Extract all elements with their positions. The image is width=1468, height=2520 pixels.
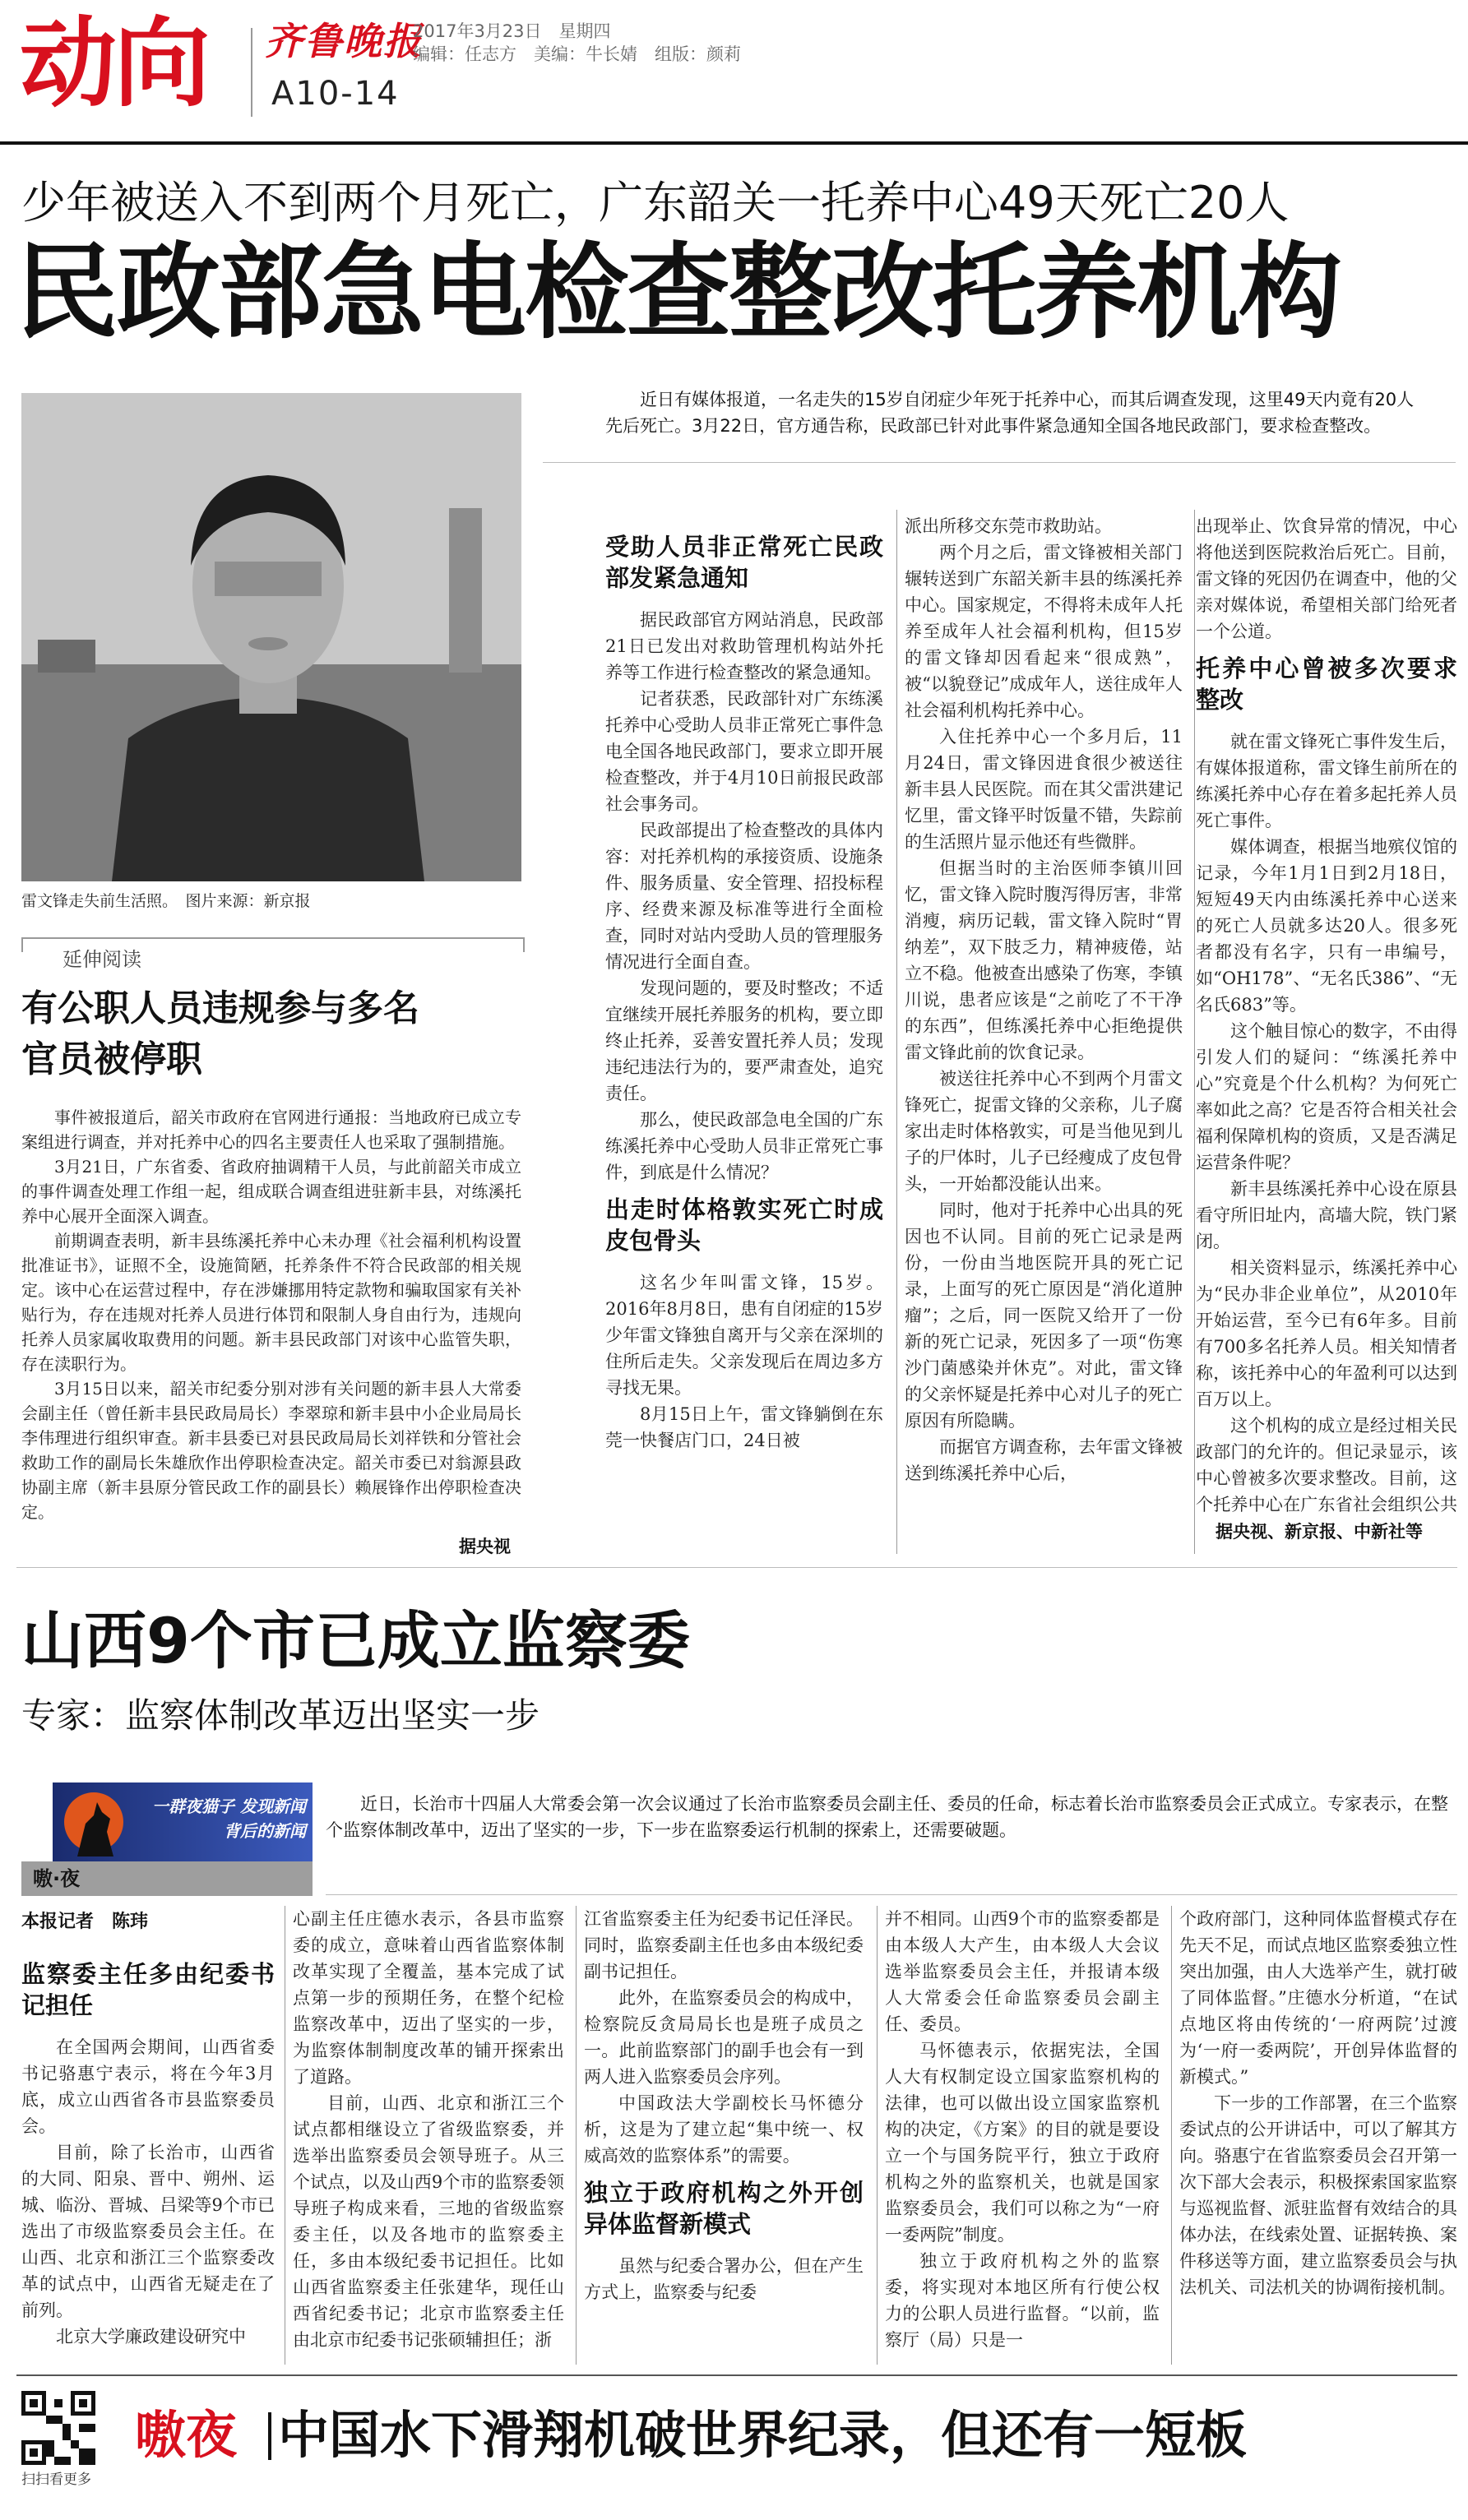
story1-intro <box>605 386 1428 469</box>
story2-subheadline: 专家：监察体制改革迈出坚实一步 <box>21 1695 540 1736</box>
subheading-independent-supervision: 独立于政府机构之外开创异体监督新模式 <box>584 2179 864 2238</box>
body-paragraph: 出现举止、饮食异常的情况，中心将他送到医院救治后死亡。目前，雷文锋的死因仍在调查中，他的父亲对媒体说，希望相关部门给死者一个公道。 <box>1196 516 1457 641</box>
column-divider <box>877 1906 878 2365</box>
wolf-moon-icon <box>53 1782 151 1861</box>
body-paragraph: 这个机构的成立是经过相关民政部门的允许的。但记录显示，该中心曾被多次要求整改。目前，这个托养中心在广东省社会组织公共 <box>1196 1416 1457 1514</box>
sidebar-paragraph: 3月21日，广东省委、省政府抽调精干人员，与此前韶关市成立的事件调查处理工作组一起，组成联合调查组进驻新丰县，对练溪托养中心展开全面深入调查。 <box>21 1157 521 1226</box>
story2-intro-text: 近日，长治市十四届人大常委会第一次会议通过了长治市监察委员会副主任、委员的任命，标志着长治市监察委员会正式成立。专家表示，在整个监察体制改革中，迈出了坚实的一步，下一步在监察委运行机制的探索上，还需要破题。 <box>326 1794 1448 1840</box>
newspaper-logo: 齐鲁晚报 <box>265 19 423 63</box>
sidebar-paragraph: 3月15日以来，韶关市纪委分别对涉有关问题的新丰县人大常委会副主任（曾任新丰县民政局局长）李翠琼和新丰县中小企业局局长李伟理进行组织审查。新丰县委已对县民政局局长刘祥铁和分管社会救助工作的副局长朱雄欣作出停职检查决定。韶关市委已对翁源县政协副主席（新丰县原分管民政工作的副县长）赖展锋作出停职检查决定。 <box>21 1379 521 1522</box>
body-paragraph: 这个触目惊心的数字，不由得引发人们的疑问：“练溪托养中心”究竟是个什么机构？为何死亡率如此之高？它是否符合相关社会福利保障机构的资质，又是否满足运营条件呢？ <box>1196 1021 1457 1172</box>
body-paragraph: 个政府部门，这种同体监督模式存在先天不足，而试点地区监察委独立性突出加强，由人大选举产生，就打破了同体监督。”庄德水分析道，“在试点地区将由传统的‘一府两院’过渡为‘一府一委两院’，开创异体监督的新模式。” <box>1179 1909 1457 2087</box>
masthead-date: 2017年3月23日 星期四 <box>413 21 611 41</box>
body-paragraph: 派出所移交东莞市救助站。 <box>905 516 1112 536</box>
masthead-rule <box>0 141 1468 145</box>
body-paragraph: 被送往托养中心不到两个月雷文锋死亡，捉雷文锋的父亲称，儿子腐家出走时体格敦实，可是当他见到儿子的尸体时，儿子已经瘦成了皮包骨头，一开始都没能认出来。 <box>905 1069 1183 1194</box>
body-paragraph: 这名少年叫雷文锋，15岁。2016年8月8日，患有自闭症的15岁少年雷文锋独自离开与父亲在深圳的住所后走失。父亲发现后在周边多方寻找无果。 <box>605 1273 883 1398</box>
story1-intro-text: 近日有媒体报道，一名走失的15岁自闭症少年死于托养中心，而其后调查发现，这里49天内竟有20人先后死亡。3月22日，官方通告称，民政部已针对此事件紧急通知全国各地民政部门，要求检查整改。 <box>605 390 1415 436</box>
footer-tag-divider <box>268 2412 271 2460</box>
body-paragraph: 新丰县练溪托养中心设在原县看守所旧址内，高墙大院，铁门紧闭。 <box>1196 1179 1457 1251</box>
body-paragraph: 下一步的工作部署，在三个监察委试点的公开讲话中，可以了解其方向。骆惠宁在省监察委员会召开第一次下部大会表示，积极探索国家监察与巡视监督、派驻监督有效结合的具体办法，在线索处置、证据转换、案件移送等方面，建立监察委员会与执法机关、司法机关的协调衔接机制。 <box>1179 2093 1457 2297</box>
column-divider <box>1171 1906 1172 2365</box>
intro-rule <box>326 1894 1457 1895</box>
body-paragraph: 但据当时的主治医师李镇川回忆，雷文锋入院时腹泻得厉害，非常消瘦，病历记载，雷文锋入院时“胃纳差”，双下肢乏力，精神疲倦，站立不稳。他被查出感染了伤寒，李镇川说，患者应该是“之前吃了不干净的东西”，但练溪托养中心拒绝提供雷文锋此前的饮食记录。 <box>905 858 1183 1062</box>
story2-intro <box>326 1791 1452 1889</box>
column-divider <box>576 1906 577 2365</box>
body-paragraph: 相关资料显示，练溪托养中心为“民办非企业单位”，从2010年开始运营，至今已有6年多。目前有700多名托养人员。相关知情者称，该托养中心的年盈利可以达到百万以上。 <box>1196 1258 1457 1409</box>
subheading-rectification: 托养中心曾被多次要求整改 <box>1196 654 1457 714</box>
sidebar-paragraph: 前期调查表明，新丰县练溪托养中心未办理《社会福利机构设置批准证书》，证照不全，设施简陋，托养条件不符合民政部的相关规定。该中心在运营过程中，存在涉嫌挪用特定款物和骗取国家有关补贴行为，存在违规对托养人员进行体罚和限制人身自由行为，违规向托养人员家属收取费用的问题。新丰县民政部门对该中心监管失职，存在渎职行为。 <box>21 1231 521 1374</box>
body-paragraph: 中国政法大学副校长马怀德分析，这是为了建立起“集中统一、权威高效的监察体系”的需要。 <box>584 2093 864 2166</box>
story2-column-4 <box>885 1906 1160 2365</box>
body-paragraph: 目前，除了长治市，山西省的大同、阳泉、晋中、朔州、运城、临汾、晋城、吕梁等9个市已选出了市级监察委员会主任。在山西、北京和浙江三个监察委改革的试点中，山西省无疑走在了前列。 <box>21 2143 275 2320</box>
story2-column-2 <box>293 1906 564 2365</box>
story1-column-b <box>905 513 1183 1557</box>
column-divider <box>1194 510 1195 1554</box>
portrait-illustration <box>21 393 521 881</box>
logo-label: 嗷·夜 <box>33 1867 81 1890</box>
photo-caption: 雷文锋走失前生活照。 图片来源：新京报 <box>21 892 311 910</box>
body-paragraph: 独立于政府机构之外的监察委，将实现对本地区所有行使公权力的公职人员进行监督。“以前，监察厅（局）只是一 <box>885 2251 1160 2350</box>
sidebar-paragraph: 事件被报道后，韶关市政府在官网进行通报：当地政府已成立专案组进行调查，并对托养中心的四名主要责任人也采取了强制措施。 <box>21 1107 521 1152</box>
body-paragraph: 入住托养中心一个多月后，11月24日，雷文锋因进食很少被送往新丰县人民医院。而在其父雷洪建记忆里，雷文锋平时饭量不错，失踪前的生活照片显示他还有些微胖。 <box>905 727 1183 852</box>
logo-banner-text: 一群夜猫子 发现新闻背后的新闻 <box>152 1796 306 1841</box>
footer-rule <box>16 2374 1457 2376</box>
sidebar-title: 有公职人员违规参与多名官员被停职 <box>21 987 419 1080</box>
body-paragraph: 据民政部官方网站消息，民政部21日已发出对救助管理机构站外托养等工作进行检查整改的紧急通知。 <box>605 610 883 682</box>
story2-column-1 <box>21 1950 275 2365</box>
story1-column-c <box>1196 513 1457 1516</box>
body-paragraph: 发现问题的，要及时整改；不适宜继续开展托养服务的机构，要立即终止托养，妥善安置托养人员；发现违纪违法行为的，要严肃查处，追究责任。 <box>605 978 883 1103</box>
body-paragraph: 民政部提出了检查整改的具体内容：对托养机构的承接资质、设施条件、服务质量、安全管理、招投标程序、经费来源及标准等进行全面检查，同时对站内受助人员的管理服务情况进行全面自查。 <box>605 821 883 972</box>
intro-rule <box>543 462 1456 463</box>
body-paragraph: 而据官方调查称，去年雷文锋被送到练溪托养中心后， <box>905 1437 1183 1483</box>
story1-source: 据央视、新京报、中新社等 <box>1216 1522 1423 1542</box>
body-paragraph: 目前，山西、北京和浙江三个试点都相继设立了省级监察委，并选举出监察委员会领导班子。从三个试点，以及山西9个市的监察委领导班子构成来看，三地的省级监察委主任，以及各地市的监察委主任，多由本级纪委书记担任。比如山西省监察委主任张建华，现任山西省纪委书记；北京市监察委主任由北京市纪委书记张硕辅担任；浙 <box>293 2093 564 2350</box>
night-owl-logo <box>53 1782 313 1861</box>
qr-caption: 扫扫看更多 <box>21 2471 91 2488</box>
subheading-commission-director: 监察委主任多由纪委书记担任 <box>21 1960 275 2019</box>
boy-photo <box>21 393 521 881</box>
body-paragraph: 虽然与纪委合署办公，但在产生方式上，监察委与纪委 <box>584 2256 864 2302</box>
footer-headline[interactable]: 中国水下滑翔机破世界纪录，但还有一短板 <box>278 2405 1248 2465</box>
sidebar-tag: 延伸阅读 <box>63 948 141 971</box>
story2-column-3 <box>584 1906 864 2365</box>
body-paragraph: 马怀德表示，依据宪法，全国人大有权制定设立国家监察机构的法律，也可以做出设立国家监察机构的决定，《方案》的目的就是要设立一个与国务院平行，独立于政府机构之外的监察机关，也就是国家监察委员会，我们可以称之为“一府一委两院”制度。 <box>885 2041 1160 2245</box>
column-divider <box>896 510 897 1554</box>
body-paragraph: 就在雷文锋死亡事件发生后，有媒体报道称，雷文锋生前所在的练溪托养中心存在着多起托养人员死亡事件。 <box>1196 732 1457 830</box>
masthead-divider <box>251 28 252 117</box>
story1-kicker: 少年被送入不到两个月死亡，广东韶关一托养中心49天死亡20人 <box>21 177 1290 229</box>
body-paragraph: 同时，他对于托养中心出具的死因也不认同。目前的死亡记录是两份，一份由当地医院开具的死亡记录，上面写的死亡原因是“消化道肿瘤”；之后，同一医院又给开了一份新的死亡记录，死因多了一项“伤寒沙门菌感染并休克”。对此，雷文锋的父亲怀疑是托养中心对儿子的死亡原因有所隐瞒。 <box>905 1200 1183 1431</box>
story1-column-a <box>605 523 883 1557</box>
body-paragraph: 两个月之后，雷文锋被相关部门辗转送到广东韶关新丰县的练溪托养中心。国家规定，不得将未成年人托养至成年人社会福利机构，但15岁的雷文锋却因看起来“很成熟”，被“以貌登记”成成年人，送往成年人社会福利机构托养中心。 <box>905 543 1183 720</box>
section-rule <box>16 1567 1457 1568</box>
body-paragraph: 北京大学廉政建设研究中 <box>56 2327 246 2347</box>
sidebar-body <box>21 1105 521 1533</box>
footer-tag: 嗷夜 <box>135 2405 238 2465</box>
body-paragraph: 媒体调查，根据当地殡仪馆的记录，今年1月1日到2月18日，短短49天内由练溪托养中心送来的死亡人员就多达20人。很多死者都没有名字，只有一串编号，如“OH178”、“无名氏386”、“无名氏683”等。 <box>1196 837 1457 1015</box>
sidebar-source: 据央视 <box>459 1537 511 1556</box>
qr-code[interactable] <box>21 2391 95 2465</box>
subheading-emergency-notice: 受助人员非正常死亡民政部发紧急通知 <box>605 533 883 592</box>
body-paragraph: 并不相同。山西9个市的监察委都是由本级人大产生，由本级人大会议选举监察委员会主任，并报请本级人大常委会任命监察委员会副主任、委员。 <box>885 1909 1160 2034</box>
page-range: A10-14 <box>271 75 400 113</box>
subheading-skin-and-bones: 出走时体格敦实死亡时成皮包骨头 <box>605 1195 883 1255</box>
body-paragraph: 江省监察委主任为纪委书记任泽民。同时，监察委副主任也多由本级纪委副书记担任。 <box>584 1909 864 1981</box>
story2-column-5 <box>1179 1906 1457 2365</box>
body-paragraph: 记者获悉，民政部针对广东练溪托养中心受助人员非正常死亡事件急电全国各地民政部门，要求立即开展检查整改，并于4月10日前报民政部社会事务司。 <box>605 689 883 814</box>
byline: 本报记者 陈玮 <box>21 1912 149 1932</box>
body-paragraph: 在全国两会期间，山西省委书记骆惠宁表示，将在今年3月底，成立山西省各市县监察委员会。 <box>21 2037 275 2136</box>
body-paragraph: 8月15日上午，雷文锋躺倒在东莞一快餐店门口，24日被 <box>605 1404 883 1450</box>
masthead-editors: 编辑：任志方 美编：牛长婧 组版：颜莉 <box>413 44 741 64</box>
body-paragraph: 心副主任庄德水表示，各县市监察委的成立，意味着山西省监察体制改革实现了全覆盖，基本完成了试点第一步的预期任务，在整个纪检监察改革中，迈出了坚实的一步，为监察体制制度改革的铺开探索出了道路。 <box>293 1909 564 2087</box>
story1-headline: 民政部急电检查整改托养机构 <box>15 232 1341 353</box>
body-paragraph: 那么，使民政部急电全国的广东练溪托养中心受助人员非正常死亡事件，到底是什么情况？ <box>605 1110 883 1182</box>
section-title: 动向 <box>20 7 208 120</box>
story2-headline: 山西9个市已成立监察委 <box>21 1604 690 1677</box>
body-paragraph: 此外，在监察委员会的构成中，检察院反贪局局长也是班子成员之一。此前监察部门的副手也会有一到两人进入监察委员会序列。 <box>584 1988 864 2087</box>
qr-code-icon <box>21 2391 95 2465</box>
